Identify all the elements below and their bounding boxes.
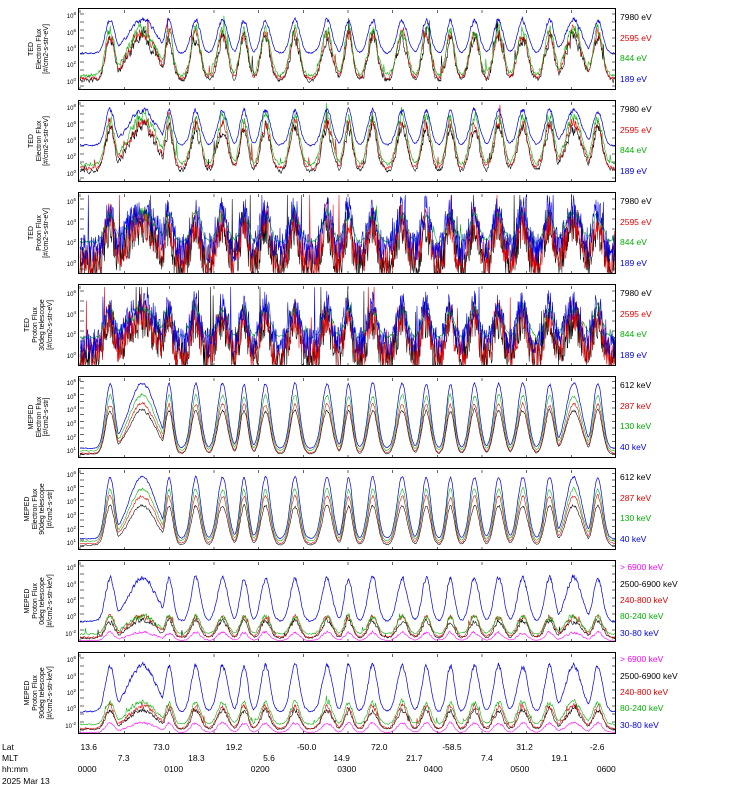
legend-entry: 80-240 keV xyxy=(620,703,664,714)
axis-tick-value: 0200 xyxy=(250,764,270,774)
ytick-label: $10^8$ xyxy=(66,11,76,21)
axis-tick-value: -2.6 xyxy=(589,742,605,752)
legend-entry: 30-80 keV xyxy=(620,627,659,638)
ytick-label: $10^4$ xyxy=(66,217,76,227)
ytick-label: $10^6$ xyxy=(66,563,76,573)
legend-entry: 2500-6900 keV xyxy=(620,578,678,589)
data-trace xyxy=(80,16,615,77)
legend-entry: 40 keV xyxy=(620,441,647,452)
ytick-label: $10^6$ xyxy=(66,289,76,299)
axis-tick-value: 7.3 xyxy=(117,753,130,763)
panel-ted-proton-30[interactable] xyxy=(78,284,616,366)
axis-tick-value: 7.4 xyxy=(480,753,493,763)
axis-tick-value: 21.7 xyxy=(405,753,423,763)
legend-entry: > 6900 keV xyxy=(620,654,664,665)
panel-ylabel-7: MEPED Proton Flux 90deg telescope [#/cm2-s-str-keV] xyxy=(24,666,54,720)
ytick-label: $10^0$ xyxy=(66,612,76,622)
axis-tick-value: 31.2 xyxy=(516,742,533,752)
axis-label-mlt: MLT xyxy=(2,753,19,763)
panel-meped-electron-0[interactable] xyxy=(78,376,616,458)
data-trace xyxy=(80,487,615,541)
axis-tick-value: 0500 xyxy=(510,764,530,774)
ytick-label: $10^3$ xyxy=(66,510,76,520)
panel-plot-area xyxy=(79,469,615,549)
panel-yticks-3 xyxy=(40,284,76,366)
legend-entry: 7980 eV xyxy=(620,288,652,299)
ytick-label: $10^4$ xyxy=(66,497,76,507)
ytick-label: $10^0$ xyxy=(66,704,76,714)
panel-legend-0 xyxy=(620,8,748,90)
panel-meped-electron-90[interactable] xyxy=(78,468,616,550)
axis-values-hhmm xyxy=(78,764,616,774)
ytick-label: $10^4$ xyxy=(66,579,76,589)
panel-meped-proton-0[interactable] xyxy=(78,560,616,642)
panel-ted-proton-0[interactable] xyxy=(78,192,616,274)
ytick-label: $10^4$ xyxy=(66,671,76,681)
legend-entry: 7980 eV xyxy=(620,104,652,115)
ytick-label: $10^5$ xyxy=(66,483,76,493)
panel-plot-area xyxy=(79,377,615,457)
ytick-label: $10^{-2}$ xyxy=(65,628,76,638)
axis-tick-value: 0600 xyxy=(596,764,616,774)
axis-tick-value: 0300 xyxy=(337,764,357,774)
ytick-label: $10^2$ xyxy=(66,596,76,605)
legend-entry: 189 eV xyxy=(620,257,647,268)
ytick-label: $10^4$ xyxy=(66,44,76,53)
panel-plot-area xyxy=(79,9,615,89)
panel-ylabel-2: TED Proton Flux [#/cm2-s-str-eV] xyxy=(27,208,50,258)
axis-tick-value: 0000 xyxy=(77,764,97,774)
ytick-label: $10^{-2}$ xyxy=(65,720,76,730)
data-trace xyxy=(80,383,615,449)
ytick-label: $10^2$ xyxy=(66,238,76,248)
ytick-label: $10^0$ xyxy=(66,168,76,178)
legend-entry: 844 eV xyxy=(620,53,647,64)
panel-legend-5 xyxy=(620,468,748,550)
ytick-label: $10^0$ xyxy=(66,350,76,360)
legend-entry: 2595 eV xyxy=(620,124,652,135)
axis-label-lat: Lat xyxy=(2,742,14,752)
ytick-label: $10^2$ xyxy=(66,60,76,70)
panel-yticks-0 xyxy=(40,8,76,90)
legend-entry: 7980 eV xyxy=(620,12,652,23)
panel-legend-3 xyxy=(620,284,748,366)
ytick-label: $10^5$ xyxy=(66,391,76,401)
panel-plot-area xyxy=(79,101,615,181)
axis-tick-value: 73.0 xyxy=(153,742,170,752)
panel-ylabel-4: MEPED Electron Flux [#/cm2-s-str] xyxy=(27,396,50,438)
ytick-label: $10^2$ xyxy=(66,432,76,442)
data-trace xyxy=(80,103,615,167)
axis-tick-value: 19.2 xyxy=(225,742,243,752)
ytick-label: $10^8$ xyxy=(66,103,76,113)
legend-entry: 844 eV xyxy=(620,145,647,156)
panel-ylabel-6: MEPED Proton Flux 0deg telescope [#/cm2-s-str-keV] xyxy=(24,574,54,628)
axis-tick-value: 18.3 xyxy=(188,753,205,763)
data-trace xyxy=(80,631,615,641)
panel-yticks-2 xyxy=(40,192,76,274)
data-trace xyxy=(80,696,615,726)
panel-ted-electron-30[interactable] xyxy=(78,100,616,182)
legend-entry: > 6900 keV xyxy=(620,562,664,573)
panel-ylabel-0: TED Electron Flux [#/cm2-s-str-eV] xyxy=(27,24,50,74)
legend-entry: 240-800 keV xyxy=(620,687,669,697)
ytick-label: $10^4$ xyxy=(66,309,76,319)
ytick-label: $10^6$ xyxy=(66,27,76,37)
legend-entry: 189 eV xyxy=(620,165,647,176)
ytick-label: $10^2$ xyxy=(66,524,76,534)
axis-tick-value: 5.6 xyxy=(263,753,275,763)
ytick-label: $10^0$ xyxy=(66,76,76,86)
data-trace xyxy=(80,704,615,730)
ytick-label: $10^6$ xyxy=(66,377,76,387)
panel-legend-1 xyxy=(620,100,748,182)
axis-tick-value: 19.1 xyxy=(551,753,568,763)
legend-entry: 612 keV xyxy=(620,380,652,391)
ytick-label: $10^6$ xyxy=(66,655,76,665)
ytick-label: $10^1$ xyxy=(66,538,76,548)
axis-tick-value: 14.9 xyxy=(333,753,350,763)
axis-tick-value: 72.0 xyxy=(370,742,388,752)
panel-plot-area xyxy=(79,653,615,733)
date-label: 2025 Mar 13 xyxy=(2,776,50,786)
legend-entry: 612 keV xyxy=(620,472,652,483)
ytick-label: $10^2$ xyxy=(66,152,76,162)
axis-tick-value: 13.6 xyxy=(80,742,98,752)
legend-entry: 189 eV xyxy=(620,349,647,360)
panel-legend-6 xyxy=(620,560,748,642)
panel-ted-electron-0[interactable] xyxy=(78,8,616,90)
panel-plot-area xyxy=(79,561,615,641)
axis-values-mlt xyxy=(78,753,616,763)
legend-entry: 287 keV xyxy=(620,400,652,411)
panel-yticks-7 xyxy=(40,652,76,734)
ytick-label: $10^1$ xyxy=(66,446,76,456)
legend-entry: 2595 eV xyxy=(620,216,652,227)
panel-legend-4 xyxy=(620,376,748,458)
legend-entry: 287 keV xyxy=(620,492,652,503)
legend-entry: 130 keV xyxy=(620,513,652,524)
panel-plot-area xyxy=(79,193,615,273)
legend-entry: 7980 eV xyxy=(620,196,652,207)
panel-plot-area xyxy=(79,285,615,365)
legend-entry: 2595 eV xyxy=(620,32,652,43)
ytick-label: $10^0$ xyxy=(66,258,76,268)
panel-meped-proton-90[interactable] xyxy=(78,652,616,734)
panel-yticks-4 xyxy=(40,376,76,458)
ytick-label: $10^6$ xyxy=(66,119,76,129)
panel-yticks-6 xyxy=(40,560,76,642)
legend-entry: 2595 eV xyxy=(620,308,652,319)
legend-entry: 240-800 keV xyxy=(620,595,669,605)
ytick-label: $10^2$ xyxy=(66,688,76,697)
panel-yticks-1 xyxy=(40,100,76,182)
legend-entry: 844 eV xyxy=(620,237,647,248)
panel-legend-7 xyxy=(620,652,748,734)
axis-values-lat xyxy=(78,742,616,752)
data-trace xyxy=(80,18,615,80)
ytick-label: $10^3$ xyxy=(66,418,76,428)
panel-ylabel-5: MEPED Electron Flux 90deg telescope [#/cm2-s-str] xyxy=(24,483,54,535)
data-trace xyxy=(80,614,615,635)
panel-ylabel-1: TED Electron Flux [#/cm2-s-str-eV] xyxy=(27,116,50,166)
axis-tick-value: -58.5 xyxy=(442,742,462,752)
ytick-label: $10^4$ xyxy=(66,405,76,415)
legend-entry: 30-80 keV xyxy=(620,719,659,730)
panel-ylabel-3: TED Proton Flux 30deg telescope [#/cm2-s-str-eV] xyxy=(24,299,54,351)
ytick-label: $10^2$ xyxy=(66,330,76,340)
legend-entry: 844 eV xyxy=(620,329,647,340)
legend-entry: 80-240 keV xyxy=(620,611,664,622)
axis-label-hhmm: hh:mm xyxy=(2,764,28,774)
panel-legend-2 xyxy=(620,192,748,274)
legend-entry: 2500-6900 keV xyxy=(620,670,678,681)
ytick-label: $10^6$ xyxy=(66,197,76,207)
legend-entry: 130 keV xyxy=(620,421,652,432)
axis-tick-value: 0400 xyxy=(423,764,443,774)
legend-entry: 189 eV xyxy=(620,73,647,84)
axis-tick-value: 0100 xyxy=(164,764,184,774)
ytick-label: $10^6$ xyxy=(66,469,76,479)
legend-entry: 40 keV xyxy=(620,533,647,544)
ytick-label: $10^4$ xyxy=(66,136,76,145)
axis-tick-value: -50.0 xyxy=(296,742,317,752)
panel-yticks-5 xyxy=(40,468,76,550)
